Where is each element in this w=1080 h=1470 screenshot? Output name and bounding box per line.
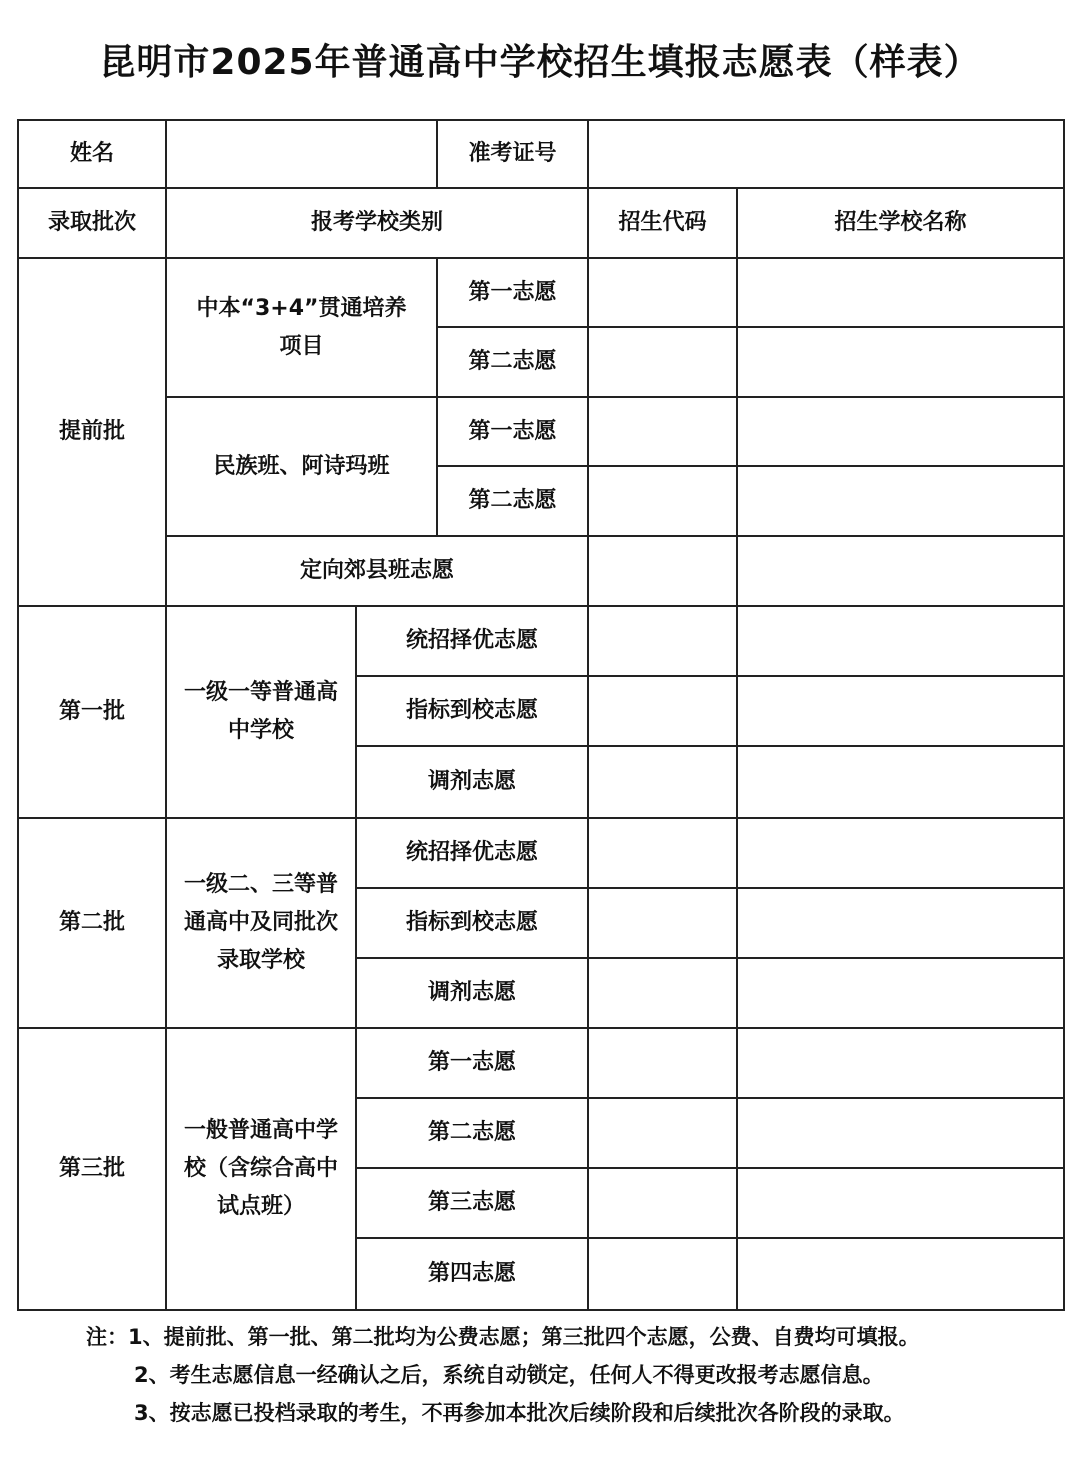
group-label-second: 一级二、三等普通高中及同批次录取学校: [183, 872, 338, 973]
group-label-third: 一般普通高中学校（含综合高中试点班）: [183, 1118, 338, 1219]
choice-label: 第三志愿: [427, 1190, 516, 1215]
choice-label: 统招择优志愿: [405, 628, 538, 653]
school-code-field[interactable]: [590, 820, 735, 886]
note-item: 注：1、提前批、第一批、第二批均为公费志愿；第三批四个志愿，公费、自费均可填报。: [86, 1325, 920, 1349]
name-label: 姓名: [69, 141, 114, 166]
school-name-field[interactable]: [739, 890, 1062, 956]
choice-label: 第四志愿: [427, 1261, 516, 1286]
choice-label: 调剂志愿: [427, 980, 516, 1005]
batch-label-second: 第二批: [58, 910, 125, 935]
notes: [86, 1318, 1066, 1432]
batch-label-third: 第三批: [58, 1156, 125, 1181]
choice-label: 第二志愿: [427, 1120, 516, 1145]
school-code-field[interactable]: [590, 748, 735, 816]
school-name-field[interactable]: [739, 678, 1062, 744]
ticket-number-label: 准考证号: [468, 141, 557, 166]
group-label-county-class: 定向郊县班志愿: [299, 558, 454, 583]
school-code-field[interactable]: [590, 1240, 735, 1308]
group-label-3plus4: 中本“3+4”贯通培养项目: [196, 295, 407, 359]
school-name-field[interactable]: [739, 960, 1062, 1026]
choice-label: 统招择优志愿: [405, 840, 538, 865]
school-name-field[interactable]: [739, 1240, 1062, 1308]
school-code-field[interactable]: [590, 399, 735, 464]
school-code-field[interactable]: [590, 329, 735, 395]
school-name-field[interactable]: [739, 538, 1062, 604]
batch-column-header: 录取批次: [47, 210, 136, 235]
school-name-field[interactable]: [739, 1100, 1062, 1166]
school-code-field[interactable]: [590, 1100, 735, 1166]
note-item: 2、考生志愿信息一经确认之后，系统自动锁定，任何人不得更改报考志愿信息。: [134, 1363, 884, 1387]
group-label-first: 一级一等普通高中学校: [184, 680, 339, 743]
school-name-field[interactable]: [739, 468, 1062, 534]
school-name-field[interactable]: [739, 820, 1062, 886]
school-name-field[interactable]: [739, 329, 1062, 395]
school-name-field[interactable]: [739, 1170, 1062, 1236]
choice-label: 指标到校志愿: [405, 910, 538, 935]
school-code-field[interactable]: [590, 678, 735, 744]
choice-label: 指标到校志愿: [405, 698, 538, 723]
code-column-header: 招生代码: [618, 210, 707, 235]
choice-label: 第二志愿: [468, 349, 557, 374]
school-code-field[interactable]: [590, 468, 735, 534]
choice-label: 第一志愿: [468, 418, 557, 444]
school-name-field[interactable]: [739, 608, 1062, 674]
school-code-field[interactable]: [590, 260, 735, 325]
choice-label: 第一志愿: [468, 279, 557, 305]
choice-label: 第二志愿: [468, 488, 557, 513]
school-code-field[interactable]: [590, 1030, 735, 1096]
school-code-field[interactable]: [590, 890, 735, 956]
school-code-field[interactable]: [590, 960, 735, 1026]
school-name-field[interactable]: [739, 260, 1062, 325]
school-name-field[interactable]: [739, 748, 1062, 816]
notes-prefix: 注：: [86, 1325, 128, 1349]
form-title: 昆明市2025年普通高中学校招生填报志愿表（样表）: [99, 42, 981, 83]
school-name-field[interactable]: [739, 1030, 1062, 1096]
note-item: 3、按志愿已投档录取的考生，不再参加本批次后续阶段和后续批次各阶段的录取。: [134, 1401, 905, 1425]
school-name-column-header: 招生学校名称: [834, 210, 967, 235]
batch-label-first: 第一批: [58, 699, 125, 724]
school-type-column-header: 报考学校类别: [310, 210, 443, 235]
batch-label-early: 提前批: [58, 419, 125, 444]
ticket-number-field[interactable]: [590, 122, 1062, 186]
choice-label: 调剂志愿: [427, 769, 516, 794]
name-field[interactable]: [168, 122, 435, 186]
choice-label: 第一志愿: [427, 1050, 516, 1075]
school-code-field[interactable]: [590, 1170, 735, 1236]
school-code-field[interactable]: [590, 608, 735, 674]
school-code-field[interactable]: [590, 538, 735, 604]
school-name-field[interactable]: [739, 399, 1062, 464]
group-label-ethnic-class: 民族班、阿诗玛班: [213, 453, 390, 479]
